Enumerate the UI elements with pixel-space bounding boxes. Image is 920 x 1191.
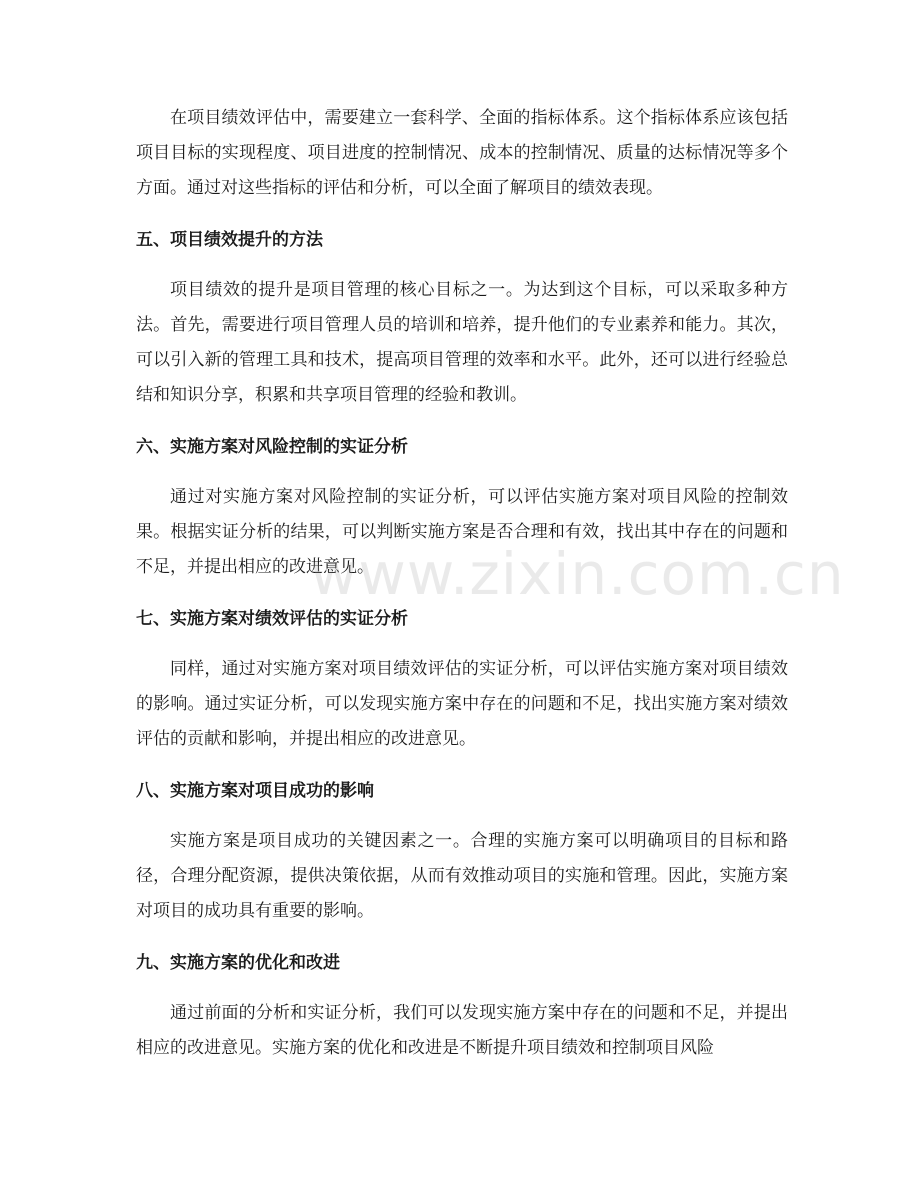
watermark: www.zixin.com.cn [310,540,845,608]
section-heading-9: 九、实施方案的优化和改进 [136,953,340,973]
paragraph-section-7: 同样，通过对实施方案对项目绩效评估的实证分析，可以评估实施方案对项目绩效的影响。通过实证分析，可以发现实施方案中存在的问题和不足，找出实施方案对绩效评估的贡献和影响，并提出相应的改进意见。 [136,659,788,749]
section-heading-7: 七、实施方案对绩效评估的实证分析 [136,609,408,629]
paragraph-section-5: 项目绩效的提升是项目管理的核心目标之一。为达到这个目标，可以采取多种方法。首先，需要进行项目管理人员的培训和培养，提升他们的专业素养和能力。其次，可以引入新的管理工具和技术，提高项目管理的效率和水平。此外，还可以进行经验总结和知识分享，积累和共享项目管理的经验和教训。 [136,280,788,405]
section-heading-5: 五、项目绩效提升的方法 [136,230,323,250]
section-heading-6: 六、实施方案对风险控制的实证分析 [136,437,408,457]
paragraph-intro: 在项目绩效评估中，需要建立一套科学、全面的指标体系。这个指标体系应该包括项目目标的实现程度、项目进度的控制情况、成本的控制情况、质量的达标情况等多个方面。通过对这些指标的评估和分析，可以全面了解项目的绩效表现。 [136,108,788,198]
paragraph-section-8: 实施方案是项目成功的关键因素之一。合理的实施方案可以明确项目的目标和路径，合理分配资源，提供决策依据，从而有效推动项目的实施和管理。因此，实施方案对项目的成功具有重要的影响。 [136,831,788,921]
paragraph-section-6: 通过对实施方案对风险控制的实证分析，可以评估实施方案对项目风险的控制效果。根据实证分析的结果，可以判断实施方案是否合理和有效，找出其中存在的问题和不足，并提出相应的改进意见。 [136,487,788,577]
section-heading-8: 八、实施方案对项目成功的影响 [136,781,374,801]
paragraph-section-9: 通过前面的分析和实证分析，我们可以发现实施方案中存在的问题和不足，并提出相应的改进意见。实施方案的优化和改进是不断提升项目绩效和控制项目风险 [136,1003,788,1058]
document-page [136,101,788,1066]
